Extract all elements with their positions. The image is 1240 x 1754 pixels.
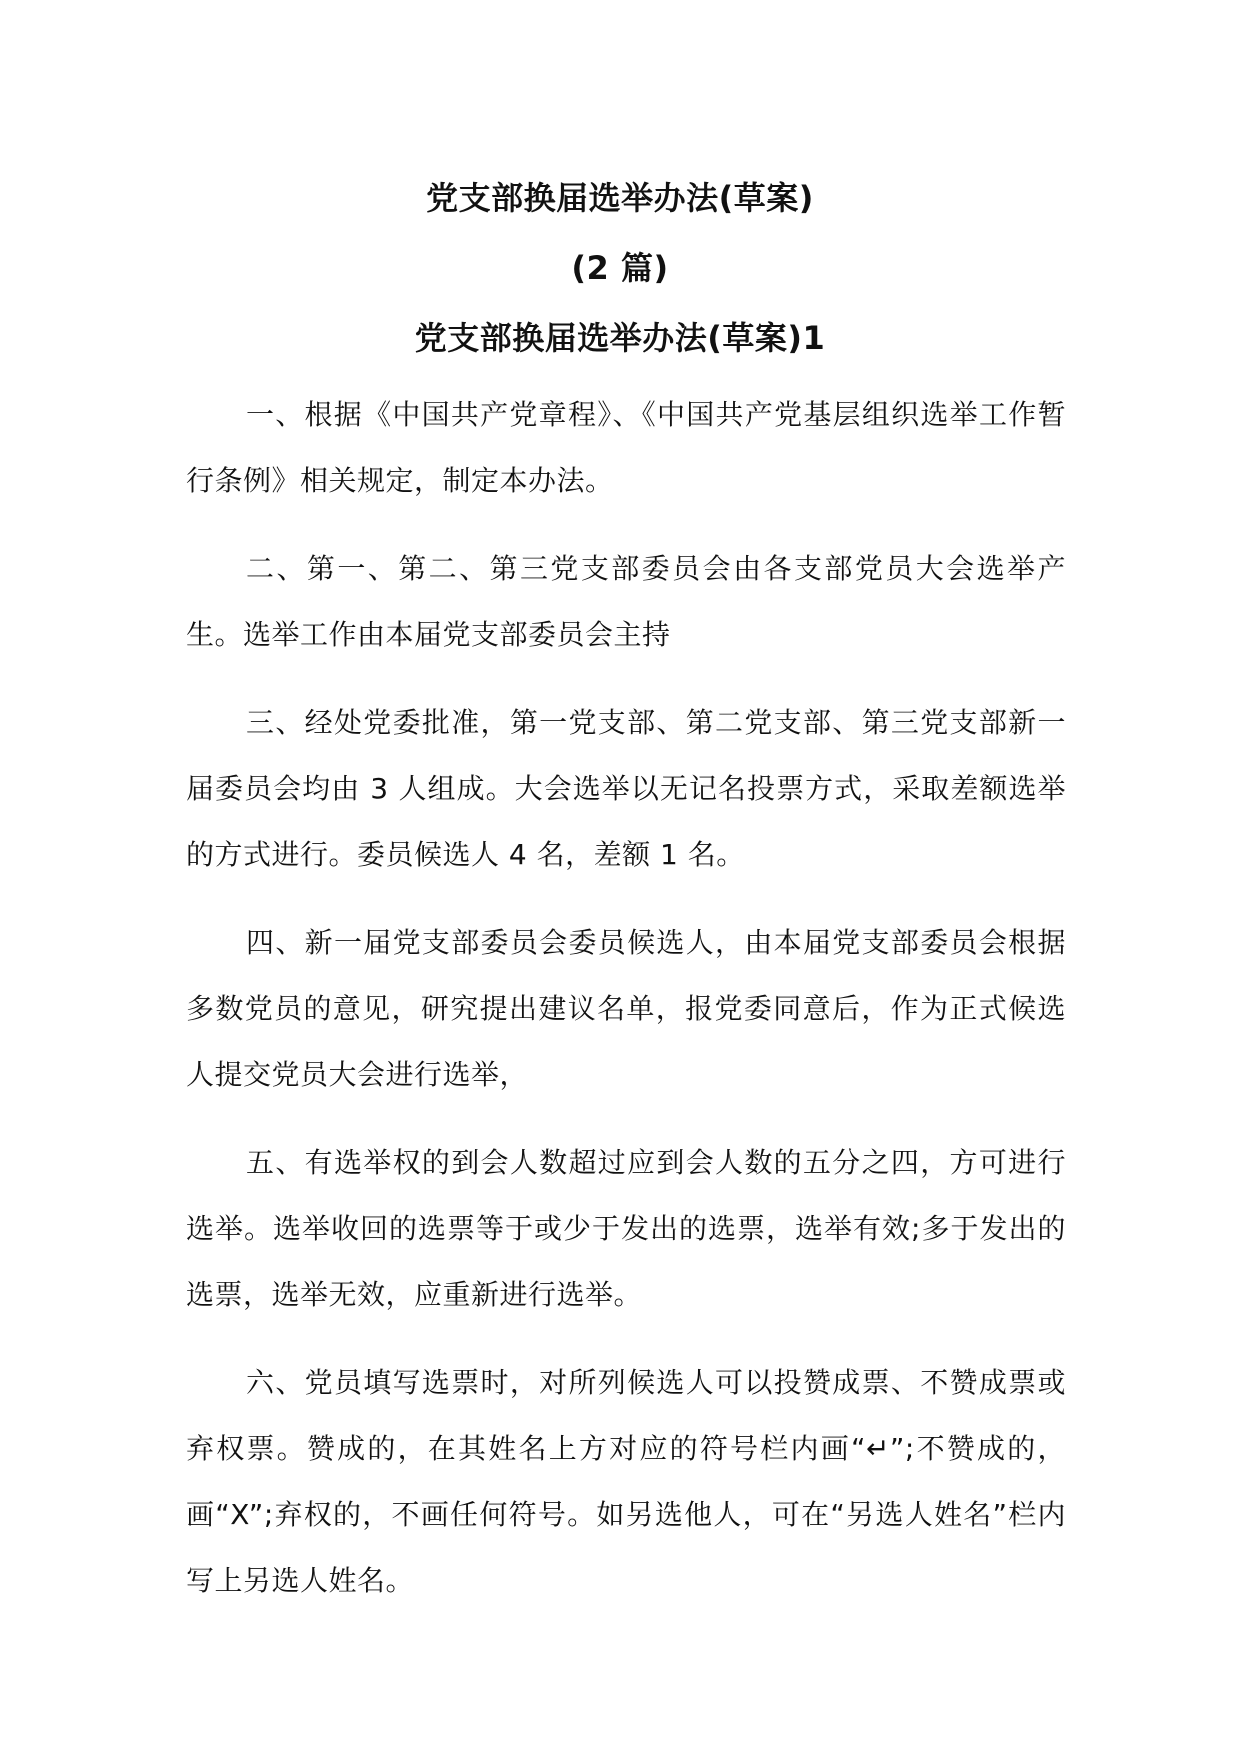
paragraph-2: 二、第一、第二、第三党支部委员会由各支部党员大会选举产生。选举工作由本届党支部委员会主持 [186, 552, 1066, 651]
document-title: 党支部换届选举办法(草案) [426, 179, 814, 217]
paragraph-5: 五、有选举权的到会人数超过应到会人数的五分之四，方可进行选举。选举收回的选票等于或少于发出的选票，选举有效;多于发出的选票，选举无效，应重新进行选举。 [186, 1146, 1066, 1311]
document-body [186, 382, 1066, 1636]
paragraph-1: 一、根据《中国共产党章程》、《中国共产党基层组织选举工作暂行条例》相关规定，制定本办法。 [186, 398, 1066, 497]
paragraph-6: 六、党员填写选票时，对所列候选人可以投赞成票、不赞成票或弃权票。赞成的，在其姓名上方对应的符号栏内画“↵”;不赞成的，画“X”;弃权的，不画任何符号。如另选他人，可在“另选人姓名”栏内写上另选人姓名。 [186, 1366, 1066, 1597]
section-title: 党支部换届选举办法(草案)1 [414, 319, 826, 357]
document-subtitle: (2 篇) [571, 249, 669, 287]
paragraph-3: 三、经处党委批准，第一党支部、第二党支部、第三党支部新一届委员会均由 3 人组成。大会选举以无记名投票方式，采取差额选举的方式进行。委员候选人 4 名，差额 1 名。 [186, 706, 1066, 871]
paragraph-4: 四、新一届党支部委员会委员候选人，由本届党支部委员会根据多数党员的意见，研究提出建议名单，报党委同意后，作为正式候选人提交党员大会进行选举， [186, 926, 1066, 1091]
